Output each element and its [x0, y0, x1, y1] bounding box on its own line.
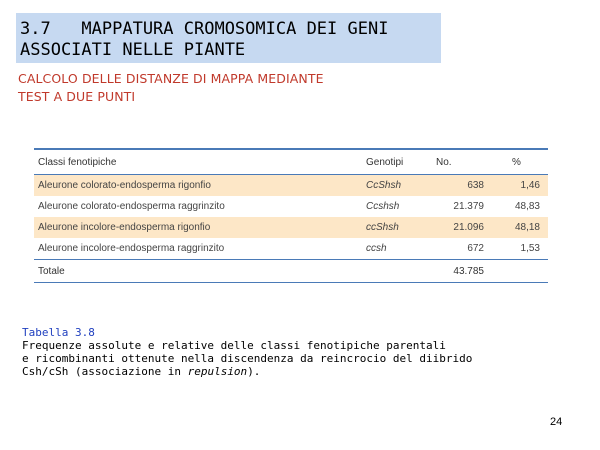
slide-subtitle — [18, 70, 324, 106]
header-genotipi: Genotipi — [362, 150, 432, 175]
cell-pct: 48,18 — [492, 217, 548, 238]
caption-line3-italic: repulsion — [187, 365, 248, 378]
cell-classe: Aleurone incolore-endosperma raggrinzito — [34, 238, 362, 260]
caption-line3-part2: ). — [247, 365, 261, 378]
cell-no: 21.379 — [432, 196, 492, 217]
table-total-row — [34, 260, 548, 283]
caption-line3 — [22, 365, 472, 378]
phenotype-table — [34, 150, 548, 283]
header-classi: Classi fenotipiche — [34, 150, 362, 175]
slide-title — [20, 19, 388, 61]
caption-line3-part1: Csh/cSh (associazione in — [22, 365, 188, 378]
total-value: 43.785 — [432, 260, 492, 283]
cell-genotipo: CcShsh — [362, 175, 432, 197]
data-table-container — [34, 148, 548, 283]
page-number: 24 — [550, 416, 563, 428]
header-pct: % — [492, 150, 548, 175]
table-row — [34, 196, 548, 217]
cell-genotipo: Ccshsh — [362, 196, 432, 217]
table-row — [34, 217, 548, 238]
cell-genotipo: ccsh — [362, 238, 432, 260]
caption-line2: e ricombinanti ottenute nella discendenza da reincrocio del diibrido — [22, 352, 473, 365]
total-empty — [362, 260, 432, 283]
cell-pct: 1,46 — [492, 175, 548, 197]
cell-classe: Aleurone colorato-endosperma raggrinzito — [34, 196, 362, 217]
table-header-row — [34, 150, 548, 175]
slide-title-line1: 3.7 MAPPATURA CROMOSOMICA DEI GENI — [20, 19, 389, 39]
cell-pct: 48,83 — [492, 196, 548, 217]
caption-title: Tabella 3.8 — [22, 326, 95, 339]
table-row — [34, 175, 548, 197]
total-empty-pct — [492, 260, 548, 283]
cell-genotipo: ccShsh — [362, 217, 432, 238]
cell-no: 21.096 — [432, 217, 492, 238]
cell-no: 672 — [432, 238, 492, 260]
cell-pct: 1,53 — [492, 238, 548, 260]
slide-title-line2: ASSOCIATI NELLE PIANTE — [20, 40, 246, 60]
table-caption — [22, 326, 472, 378]
total-label: Totale — [34, 260, 362, 283]
subtitle-line2: TEST A DUE PUNTI — [18, 89, 136, 104]
caption-line1: Frequenze assolute e relative delle classi fenotipiche parentali — [22, 339, 446, 352]
cell-classe: Aleurone incolore-endosperma rigonfio — [34, 217, 362, 238]
subtitle-line1: CALCOLO DELLE DISTANZE DI MAPPA MEDIANTE — [18, 71, 324, 86]
cell-classe: Aleurone colorato-endosperma rigonfio — [34, 175, 362, 197]
header-no: No. — [432, 150, 492, 175]
table-row — [34, 238, 548, 260]
cell-no: 638 — [432, 175, 492, 197]
